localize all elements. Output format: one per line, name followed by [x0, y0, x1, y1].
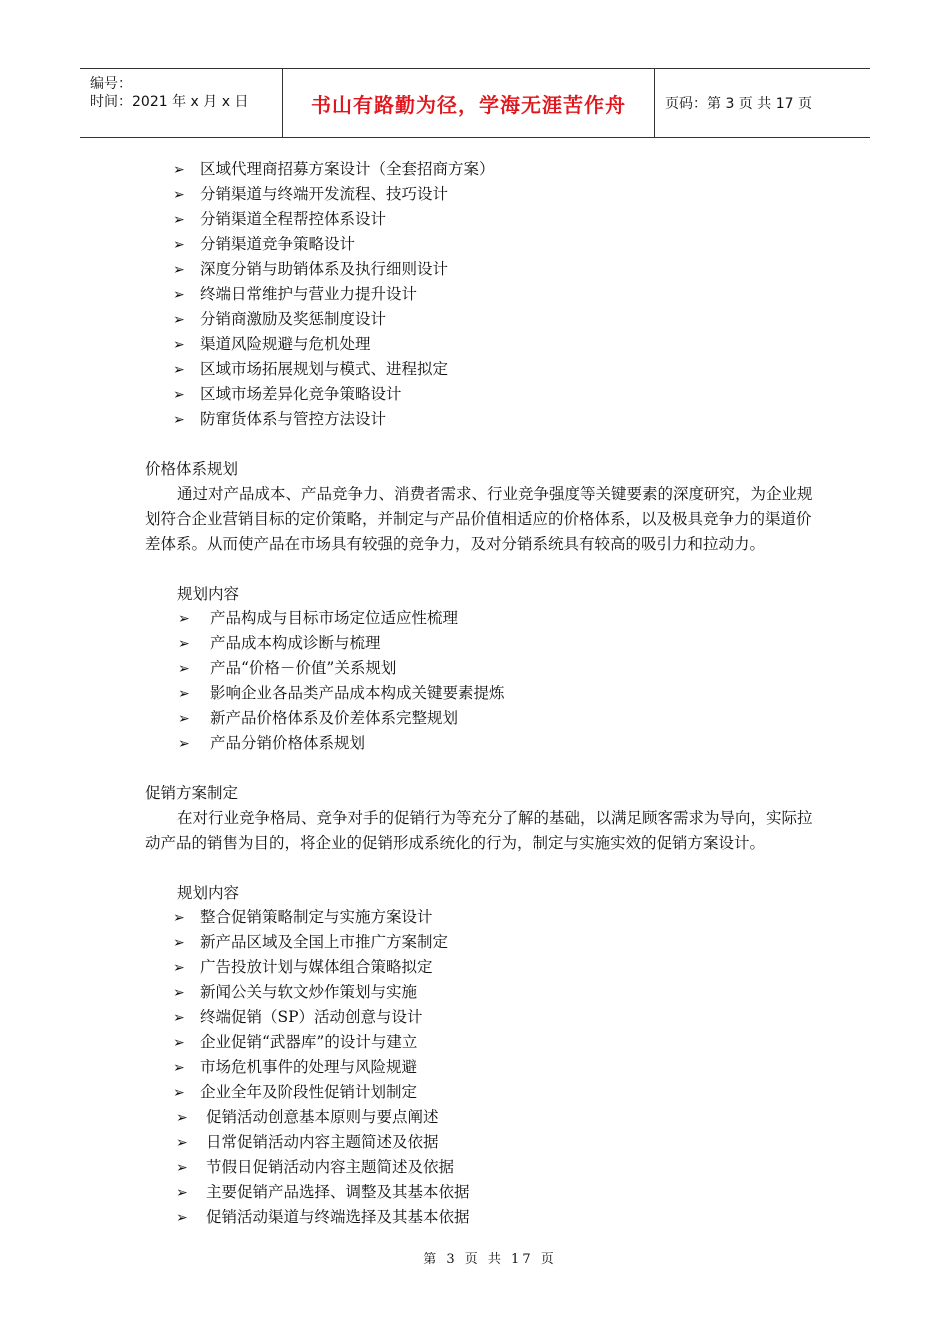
list-bullet-icon: ➢: [178, 611, 190, 627]
list-bullet-icon: ➢: [173, 287, 185, 303]
list-item: 产品“价格－价值”关系规划: [210, 659, 397, 677]
header-meta: [80, 69, 282, 137]
list-item: 广告投放计划与媒体组合策略拟定: [200, 958, 433, 976]
list-bullet-icon: ➢: [173, 387, 185, 403]
list-item: 新产品区域及全国上市推广方案制定: [200, 933, 449, 951]
section-title: 促销方案制定: [145, 784, 239, 802]
list-bullet-icon: ➢: [178, 636, 190, 652]
list-item: 促销活动创意基本原则与要点阐述: [206, 1108, 439, 1126]
list-bullet-icon: ➢: [178, 686, 190, 702]
list-item: 日常促销活动内容主题简述及依据: [206, 1133, 439, 1151]
list-item: 分销渠道竞争策略设计: [200, 235, 356, 253]
list-item: 新产品价格体系及价差体系完整规划: [210, 709, 459, 727]
list-bullet-icon: ➢: [173, 985, 185, 1001]
list-item: 节假日促销活动内容主题简述及依据: [206, 1158, 455, 1176]
list-bullet-icon: ➢: [173, 412, 185, 428]
list-item: 区域市场差异化竞争策略设计: [200, 385, 402, 403]
section-paragraph: 通过对产品成本、产品竞争力、消费者需求、行业竞争强度等关键要素的深度研究，为企业规划符合企业营销目标的定价策略，并制定与产品价值相适应的价格体系，以及极具竞争力的渠道价差体系。从而使产品在市场具有较强的竞争力，及对分销系统具有较高的吸引力和拉动力。: [145, 485, 813, 553]
list-item: 市场危机事件的处理与风险规避: [200, 1058, 418, 1076]
list-item: 影响企业各品类产品成本构成关键要素提炼: [210, 684, 505, 702]
list-item: 区域市场拓展规划与模式、进程拟定: [200, 360, 449, 378]
list-bullet-icon: ➢: [173, 910, 185, 926]
list-bullet-icon: ➢: [173, 187, 185, 203]
list-item: 分销渠道与终端开发流程、技巧设计: [200, 185, 449, 203]
list-bullet-icon: ➢: [176, 1160, 188, 1176]
list-bullet-icon: ➢: [178, 711, 190, 727]
header-page-info: 页码：第 3 页 共 17 页: [665, 96, 812, 112]
section-title: 价格体系规划: [145, 460, 239, 478]
list-bullet-icon: ➢: [173, 212, 185, 228]
list-bullet-icon: ➢: [178, 661, 190, 677]
list-bullet-icon: ➢: [173, 262, 185, 278]
document-date: 时间：2021 年 x 月 x 日: [90, 94, 249, 110]
sub-title: 规划内容: [177, 585, 240, 603]
list-item: 产品构成与目标市场定位适应性梳理: [210, 609, 459, 627]
list-bullet-icon: ➢: [173, 312, 185, 328]
list-item: 区域代理商招募方案设计（全套招商方案）: [200, 160, 495, 178]
list-item: 分销商激励及奖惩制度设计: [200, 310, 387, 328]
list-bullet-icon: ➢: [173, 237, 185, 253]
list-bullet-icon: ➢: [173, 362, 185, 378]
list-bullet-icon: ➢: [173, 162, 185, 178]
list-bullet-icon: ➢: [176, 1185, 188, 1201]
list-bullet-icon: ➢: [173, 1035, 185, 1051]
list-item: 深度分销与助销体系及执行细则设计: [200, 260, 449, 278]
list-item: 主要促销产品选择、调整及其基本依据: [206, 1183, 470, 1201]
list-item: 防窜货体系与管控方法设计: [200, 410, 387, 428]
list-item: 企业全年及阶段性促销计划制定: [200, 1083, 418, 1101]
list-bullet-icon: ➢: [173, 935, 185, 951]
list-item: 分销渠道全程帮控体系设计: [200, 210, 387, 228]
list-bullet-icon: ➢: [173, 1010, 185, 1026]
list-item: 渠道风险规避与危机处理: [200, 335, 371, 353]
list-bullet-icon: ➢: [176, 1135, 188, 1151]
page-header: [80, 68, 870, 138]
list-item: 产品成本构成诊断与梳理: [210, 634, 381, 652]
header-motto: 书山有路勤为径，学海无涯苦作舟: [311, 92, 626, 117]
list-bullet-icon: ➢: [173, 960, 185, 976]
list-bullet-icon: ➢: [176, 1110, 188, 1126]
list-bullet-icon: ➢: [176, 1210, 188, 1226]
list-item: 整合促销策略制定与实施方案设计: [200, 908, 433, 926]
list-bullet-icon: ➢: [173, 337, 185, 353]
list-item: 新闻公关与软文炒作策划与实施: [200, 983, 418, 1001]
list-item: 终端日常维护与营业力提升设计: [200, 285, 418, 303]
section-paragraph: 在对行业竞争格局、竞争对手的促销行为等充分了解的基础，以满足顾客需求为导向，实际拉动产品的销售为目的，将企业的促销形成系统化的行为，制定与实施实效的促销方案设计。: [145, 809, 813, 852]
header-divider: [654, 69, 655, 137]
sub-title: 规划内容: [177, 884, 240, 902]
page-footer: 第 3 页 共 17 页: [423, 1252, 557, 1267]
document-number-label: 编号：: [90, 76, 132, 92]
list-item: 企业促销“武器库”的设计与建立: [200, 1033, 418, 1051]
list-item: 产品分销价格体系规划: [210, 734, 366, 752]
list-item: 促销活动渠道与终端选择及其基本依据: [206, 1208, 470, 1226]
list-bullet-icon: ➢: [173, 1085, 185, 1101]
list-bullet-icon: ➢: [178, 736, 190, 752]
list-item: 终端促销（SP）活动创意与设计: [200, 1008, 423, 1026]
list-bullet-icon: ➢: [173, 1060, 185, 1076]
